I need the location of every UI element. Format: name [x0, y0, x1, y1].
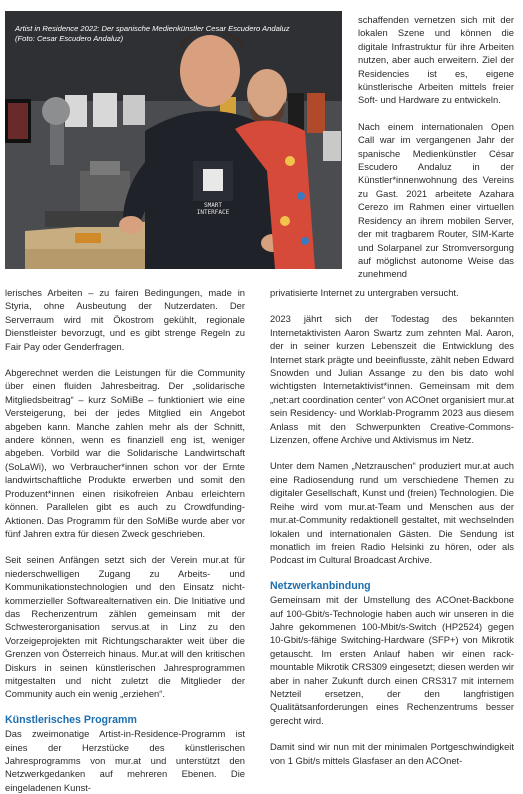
body-paragraph: privatisierte Internet zu untergraben versucht. — [270, 287, 459, 298]
photo-illustration — [5, 11, 342, 269]
shirt-text-2: INTERFACE — [196, 209, 230, 216]
body-paragraph: Nach einem internationalen Open Call war im vergangenen Jahr der spanische Medienkünstler César Escudero Andaluz in der Künstler*innenwohnung des Vereins zu Gast. 2021 arbeitete Azahara Cerezo im Rahmen einer virtuellen Residency an ihrem mobilen Server, der mit tragbarem Router, SIM-Karte und Solarpanel zur Stromversorgung auf möglichst autonome Weise das zunehmend — [358, 120, 514, 280]
body-paragraph: Damit sind wir nun mit der minimalen Portgeschwindigkeit von 1 Gbit/s mittels Glasfaser an den ACOnet- — [270, 741, 514, 766]
body-paragraph: Unter dem Namen „Netzrauschen“ produziert mur.at auch eine Radiosendung rund um verschiedene Themen zu digitaler Gesellschaft, Kunst und (freien) Technologien. Die Reihe wird vom mur.at-Team und Menschen aus der mur.at-Community redaktionell gestaltet, mit wechselnden lokalen und internationalen Gästen. Die Sendung ist monatlich im freien Radio Helsinki zu hören, oder als Podcast im Cultural Broadcast Archive. — [270, 460, 514, 566]
photo-caption-line-1: Artist in Residence 2022: Der spanische Medienkünstler Cesar Escudero Andaluz — [15, 24, 290, 33]
section-heading: Künstlerisches Programm — [5, 713, 137, 726]
body-paragraph: schaffenden vernetzen sich mit der lokalen Szene und können die digitale Infrastruktur für ihre Arbeiten nutzen, aber auch erweitern. Ziel der Residencies ist es, eigene künstlerische Arbeiten mittels freier Soft- und Hardware zu entwickeln. — [358, 14, 514, 106]
left-column — [5, 286, 245, 794]
body-paragraph: Seit seinen Anfängen setzt sich der Verein mur.at für niederschwelligen Zugang zu Arbeits- und Kommunikationstechnologien und den Einsatz nicht-kommerzieller Softwarealternativen ein. Die Initiative und das Rechenzentrum zählen gemeinsam mit der Schwesterorganisation servus.at in Linz zu den Vorzeigeprojekten mit Richtungscharakter weit über die Grenzen von Österreich hinaus. Mur.at will den kritischen Diskurs in seinen künstlerischen Jahresprogrammen mitgestalten und nicht zuletzt die Mitglieder der Community auch ein wenig „erziehen“. — [5, 554, 245, 700]
shirt-text-1: SMART — [203, 202, 223, 209]
right-column-bottom — [270, 286, 514, 767]
body-paragraph: Gemeinsam mit der Umstellung des ACOnet-Backbone auf 100-Gbit/s-Technologie haben auch wir unseren in die Jahre gekommenen 100-Mbit/s-Switch (HP2524) gegen 10-Gbit/s-fähige Switching-Hardware (SFP+) von Mikrotik getauscht. Im ersten Anlauf haben wir einen rack-mountable Mikrotik CRS309 eingesetzt; diesen werden wir aber in naher Zukunft durch einen CRS317 mit internem Netzteil ersetzen, der den langfristigen Qualitätsanforderungen eines Rechenzentrums besser gerecht wird. — [270, 594, 514, 726]
artist-photo — [5, 11, 342, 269]
section-heading: Netzwerkanbindung — [270, 579, 371, 592]
body-paragraph: lerisches Arbeiten – zu fairen Bedingungen, made in Styria, ohne Ausbeutung der Nutzerdaten. Der Serverraum wird mit Ökostrom gekühlt, regionale Dienstleister bevorzugt, und es gibt strenge Regeln zu Fair Pay oder Genderfragen. — [5, 287, 245, 352]
photo-caption — [15, 24, 335, 44]
photo-caption-line-2: (Foto: Cesar Escudero Andaluz) — [15, 34, 124, 43]
body-paragraph: Abgerechnet werden die Leistungen für die Community über einen fluiden Jahresbeitrag. Der „solidarische Mitgliedsbeitrag“ – kurz SoMiBe – funktioniert wie eine Versteigerung, bei der jedes Mitglied ein Angebot abgeben kann. Manche zahlen mehr als der Schnitt, andere können, wenn es finanziell eng ist, weniger abgeben. Vorbild war die Solidarische Landwirtschaft (SoLaWi), wo Verbraucher*innen schon vor der Ernte landwirtschaftliche Produkte erwerben und somit den Produzent*innen einen risikofreien Anbau erleichtern können. Parallelen gibt es auch zu Crowdfunding-Aktionen. Das Programm für den SoMiBe wurde aber vor fünf Jahren extra für diesen Zweck geschrieben. — [5, 367, 245, 539]
body-paragraph: 2023 jährt sich der Todestag des bekannten Internetaktivisten Aaron Swartz zum zehnten Mal. Aaron, der in seiner kurzen Lebenszeit die Entwicklung des Internet stark prägte und beeinflusste, zählt neben Edward Snowden und Julian Assange zu den bis dato wohl wichtigsten Internetaktivist*innen. Gemeinsam mit dem „net:art coordination center“ von ACOnet organisiert mur.at sein Residency- und Worklab-Programm 2023 aus diesem Anlass mit den Schwerpunkten Creative-Commons-Lizenzen, offene Archive und Aktivismus im Netz. — [270, 313, 514, 446]
body-paragraph: Das zweimonatige Artist-in-Residence-Programm ist eines der Herzstücke des künstlerischen Jahresprogramms von mur.at und unterstützt den Netzwerkgedanken auf mehreren Ebenen. Die eingeladenen Kunst- — [5, 728, 245, 793]
right-column-top — [358, 13, 514, 281]
